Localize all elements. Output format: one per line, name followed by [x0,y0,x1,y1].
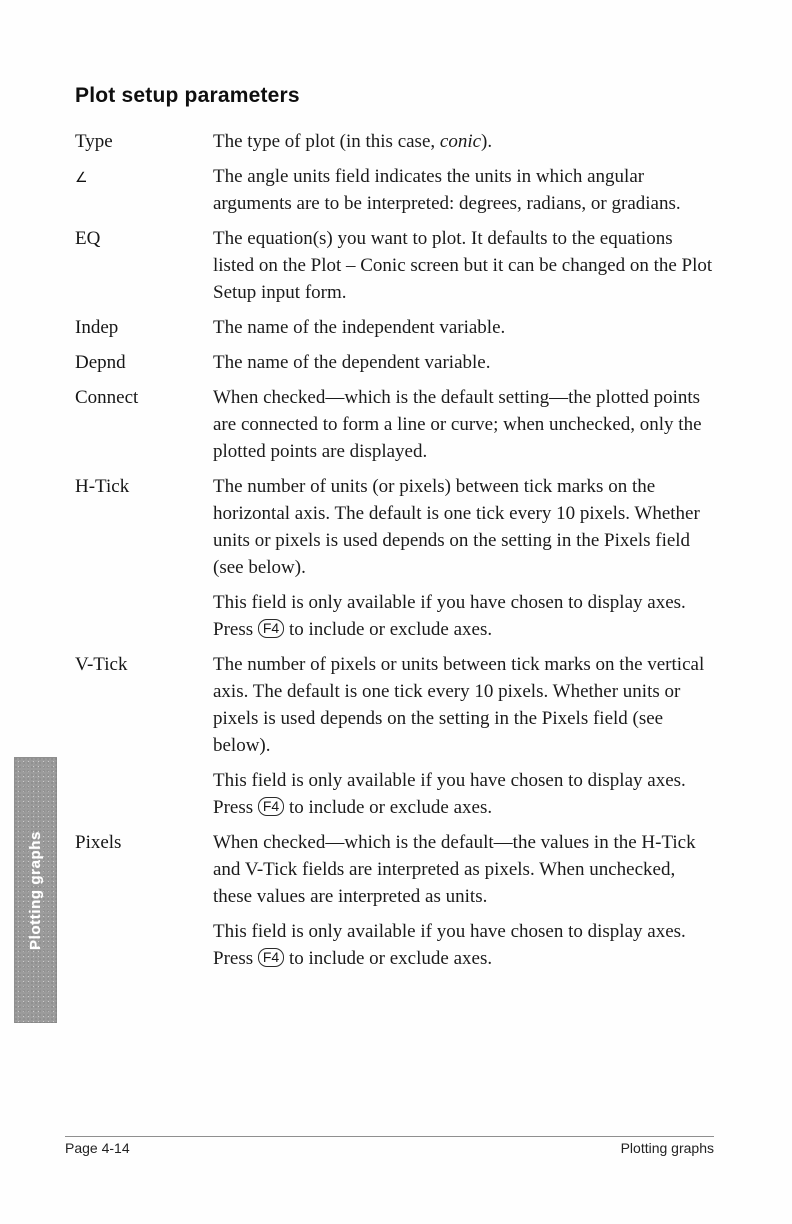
definition-paragraph: This field is only available if you have chosen to display axes. Press F4 to include or exclude axes. [213,770,686,818]
f4-key-icon: F4 [258,797,284,816]
definition-paragraph: When checked—which is the default—the values in the H-Tick and V-Tick fields are interpreted as pixels. When unchecked, these values are interpreted as units. [213,832,696,907]
definition-list [75,128,715,972]
page-footer [65,1136,714,1156]
definition-entry [75,651,715,821]
term-definition [213,651,715,821]
definition-paragraph: The angle units field indicates the units in which angular arguments are to be interpreted: degrees, radians, or gradians. [213,166,681,214]
angle-units-icon: ∠ [75,171,88,186]
definition-paragraph: The type of plot (in this case, conic). [213,131,493,152]
chapter-tab [14,757,57,1023]
footer-row [65,1140,714,1156]
term-label: Indep [75,317,119,338]
term-definition [213,829,715,972]
term-label: Pixels [75,832,122,853]
term-definition [213,163,715,217]
definition-entry [75,349,715,376]
definition-paragraph: The name of the dependent variable. [213,352,491,373]
definition-paragraph: The number of pixels or units between tick marks on the vertical axis. The default is one tick every 10 pixels. Whether units or pixels is used depends on the setting in the Pixels field (see below). [213,654,705,756]
term-definition [213,314,715,341]
term-label: Connect [75,387,139,408]
footer-section-title: Plotting graphs [620,1140,714,1156]
term-label: H-Tick [75,476,130,497]
term-label: EQ [75,228,101,249]
definition-paragraph: The equation(s) you want to plot. It defaults to the equations listed on the Plot – Conic screen but it can be changed on the Plot Setup input form. [213,228,713,303]
term-label: Type [75,131,113,152]
definition-entry [75,384,715,465]
page-number: Page 4-14 [65,1140,130,1156]
definition-entry [75,163,715,217]
term-definition [213,225,715,306]
term-definition [213,128,715,155]
definition-entry [75,473,715,643]
italic-text: conic [439,131,482,152]
term-label: Depnd [75,352,126,373]
definition-paragraph: The name of the independent variable. [213,317,506,338]
definition-entry [75,128,715,155]
definition-paragraph: This field is only available if you have chosen to display axes. Press F4 to include or exclude axes. [213,592,686,640]
definition-entry [75,829,715,972]
page-title: Plot setup parameters [75,84,300,107]
definition-paragraph: The number of units (or pixels) between tick marks on the horizontal axis. The default is one tick every 10 pixels. Whether units or pixels is used depends on the setting in the Pixels field (see below). [213,476,700,578]
definition-entry [75,225,715,306]
term-label: V-Tick [75,654,128,675]
f4-key-icon: F4 [258,619,284,638]
definition-paragraph: When checked—which is the default setting—the plotted points are connected to form a line or curve; when unchecked, only the plotted points are displayed. [213,387,702,462]
term-definition [213,349,715,376]
term-definition [213,473,715,643]
definition-entry [75,314,715,341]
chapter-tab-label: Plotting graphs [27,830,44,950]
definition-paragraph: This field is only available if you have chosen to display axes. Press F4 to include or exclude axes. [213,921,686,969]
f4-key-icon: F4 [258,948,284,967]
footer-rule [65,1136,714,1137]
term-definition [213,384,715,465]
